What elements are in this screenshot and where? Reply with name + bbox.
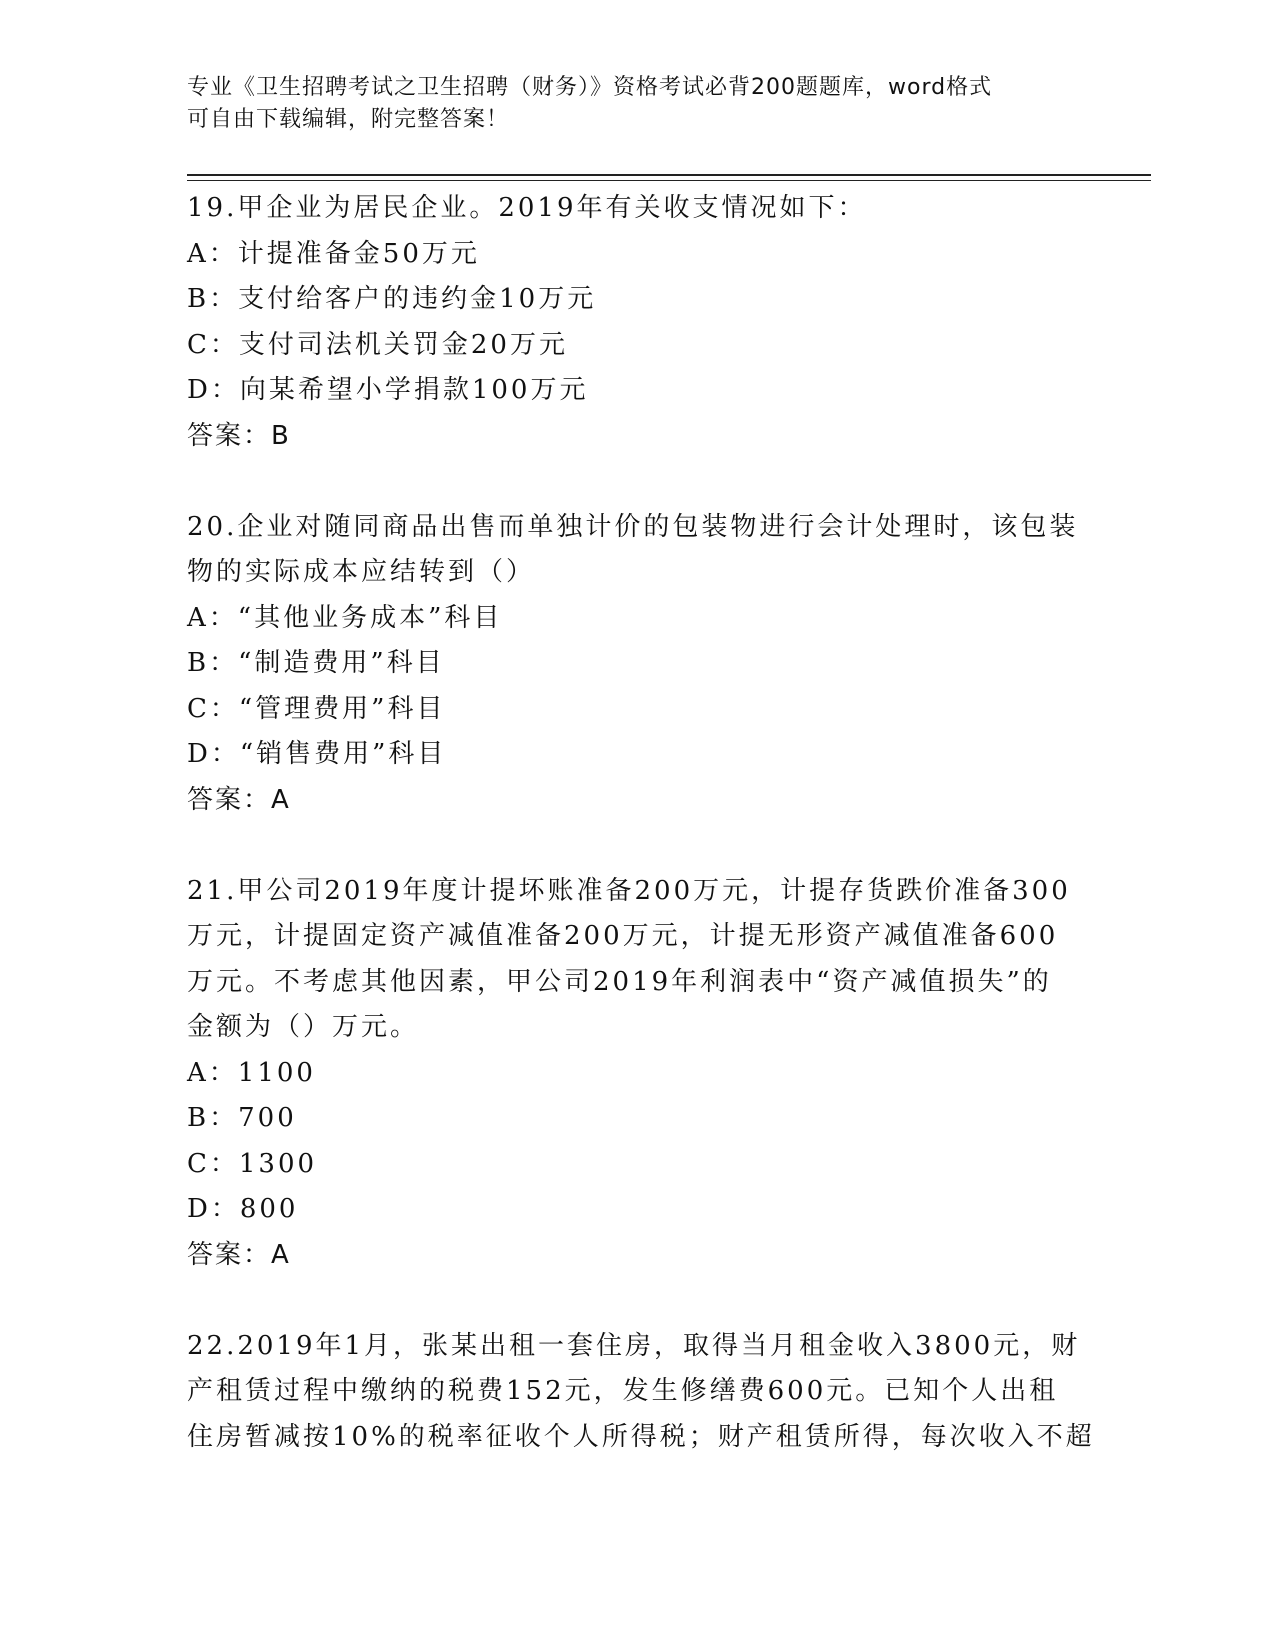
document-header [187,72,1067,136]
spacer [187,1278,1087,1324]
spacer [187,459,1087,505]
question-text-line: 物的实际成本应结转到（） [187,557,536,587]
question-text-line: 20.企业对随同商品出售而单独计价的包装物进行会计处理时，该包装 [187,511,1079,542]
question-text [187,1324,1095,1461]
question-text-line: 19.甲企业为居民企业。2019年有关收支情况如下： [187,193,867,223]
question-text-line: 21.甲公司2019年度计提坏账准备200万元，计提存货跌价准备300 [187,875,1071,906]
question-text-line: 万元。不考虑其他因素，甲公司2019年利润表中“资产减值损失”的 [187,966,1052,997]
question-20 [187,505,1087,869]
header-divider-thick [187,174,1151,176]
option-b: B：支付给客户的违约金10万元 [187,284,597,314]
question-text-line: 产租赁过程中缴纳的税费152元，发生修缮费600元。已知个人出租 [187,1376,1059,1406]
question-21 [187,869,1087,1324]
option-c: C：“管理费用”科目 [187,693,446,724]
question-text-line: 万元，计提固定资产减值准备200万元，计提无形资产减值准备600 [187,921,1059,951]
question-22 [187,1324,1095,1461]
option-b: B：700 [187,1103,297,1133]
spacer [187,823,1087,869]
option-b: B：“制造费用”科目 [187,648,445,678]
question-text [187,186,1087,232]
header-divider-thin [187,180,1151,181]
question-text-line: 住房暂减按10%的税率征收个人所得税；财产租赁所得，每次收入不超 [187,1421,1095,1452]
question-19 [187,186,1087,505]
option-c: C：支付司法机关罚金20万元 [187,329,568,360]
option-d: D：800 [187,1194,299,1224]
question-text [187,869,1087,1051]
question-list [187,186,1095,1460]
answer: 答案：A [187,1239,291,1270]
option-a: A：“其他业务成本”科目 [187,602,503,633]
header-line: 可自由下载编辑，附完整答案！ [187,107,510,132]
answer: 答案：B [187,420,291,451]
option-d: D：“销售费用”科目 [187,739,447,769]
option-c: C：1300 [187,1148,318,1179]
question-text [187,505,1087,596]
header-line: 专业《卫生招聘考试之卫生招聘（财务）》资格考试必背200题题库，word格式 [187,75,993,100]
question-text-line: 金额为（）万元。 [187,1012,420,1042]
option-a: A：计提准备金50万元 [187,238,480,269]
option-d: D：向某希望小学捐款100万元 [187,375,589,405]
question-text-line: 22.2019年1月，张某出租一套住房，取得当月租金收入3800元，财 [187,1330,1081,1361]
answer: 答案：A [187,784,291,815]
option-a: A：1100 [187,1057,316,1088]
